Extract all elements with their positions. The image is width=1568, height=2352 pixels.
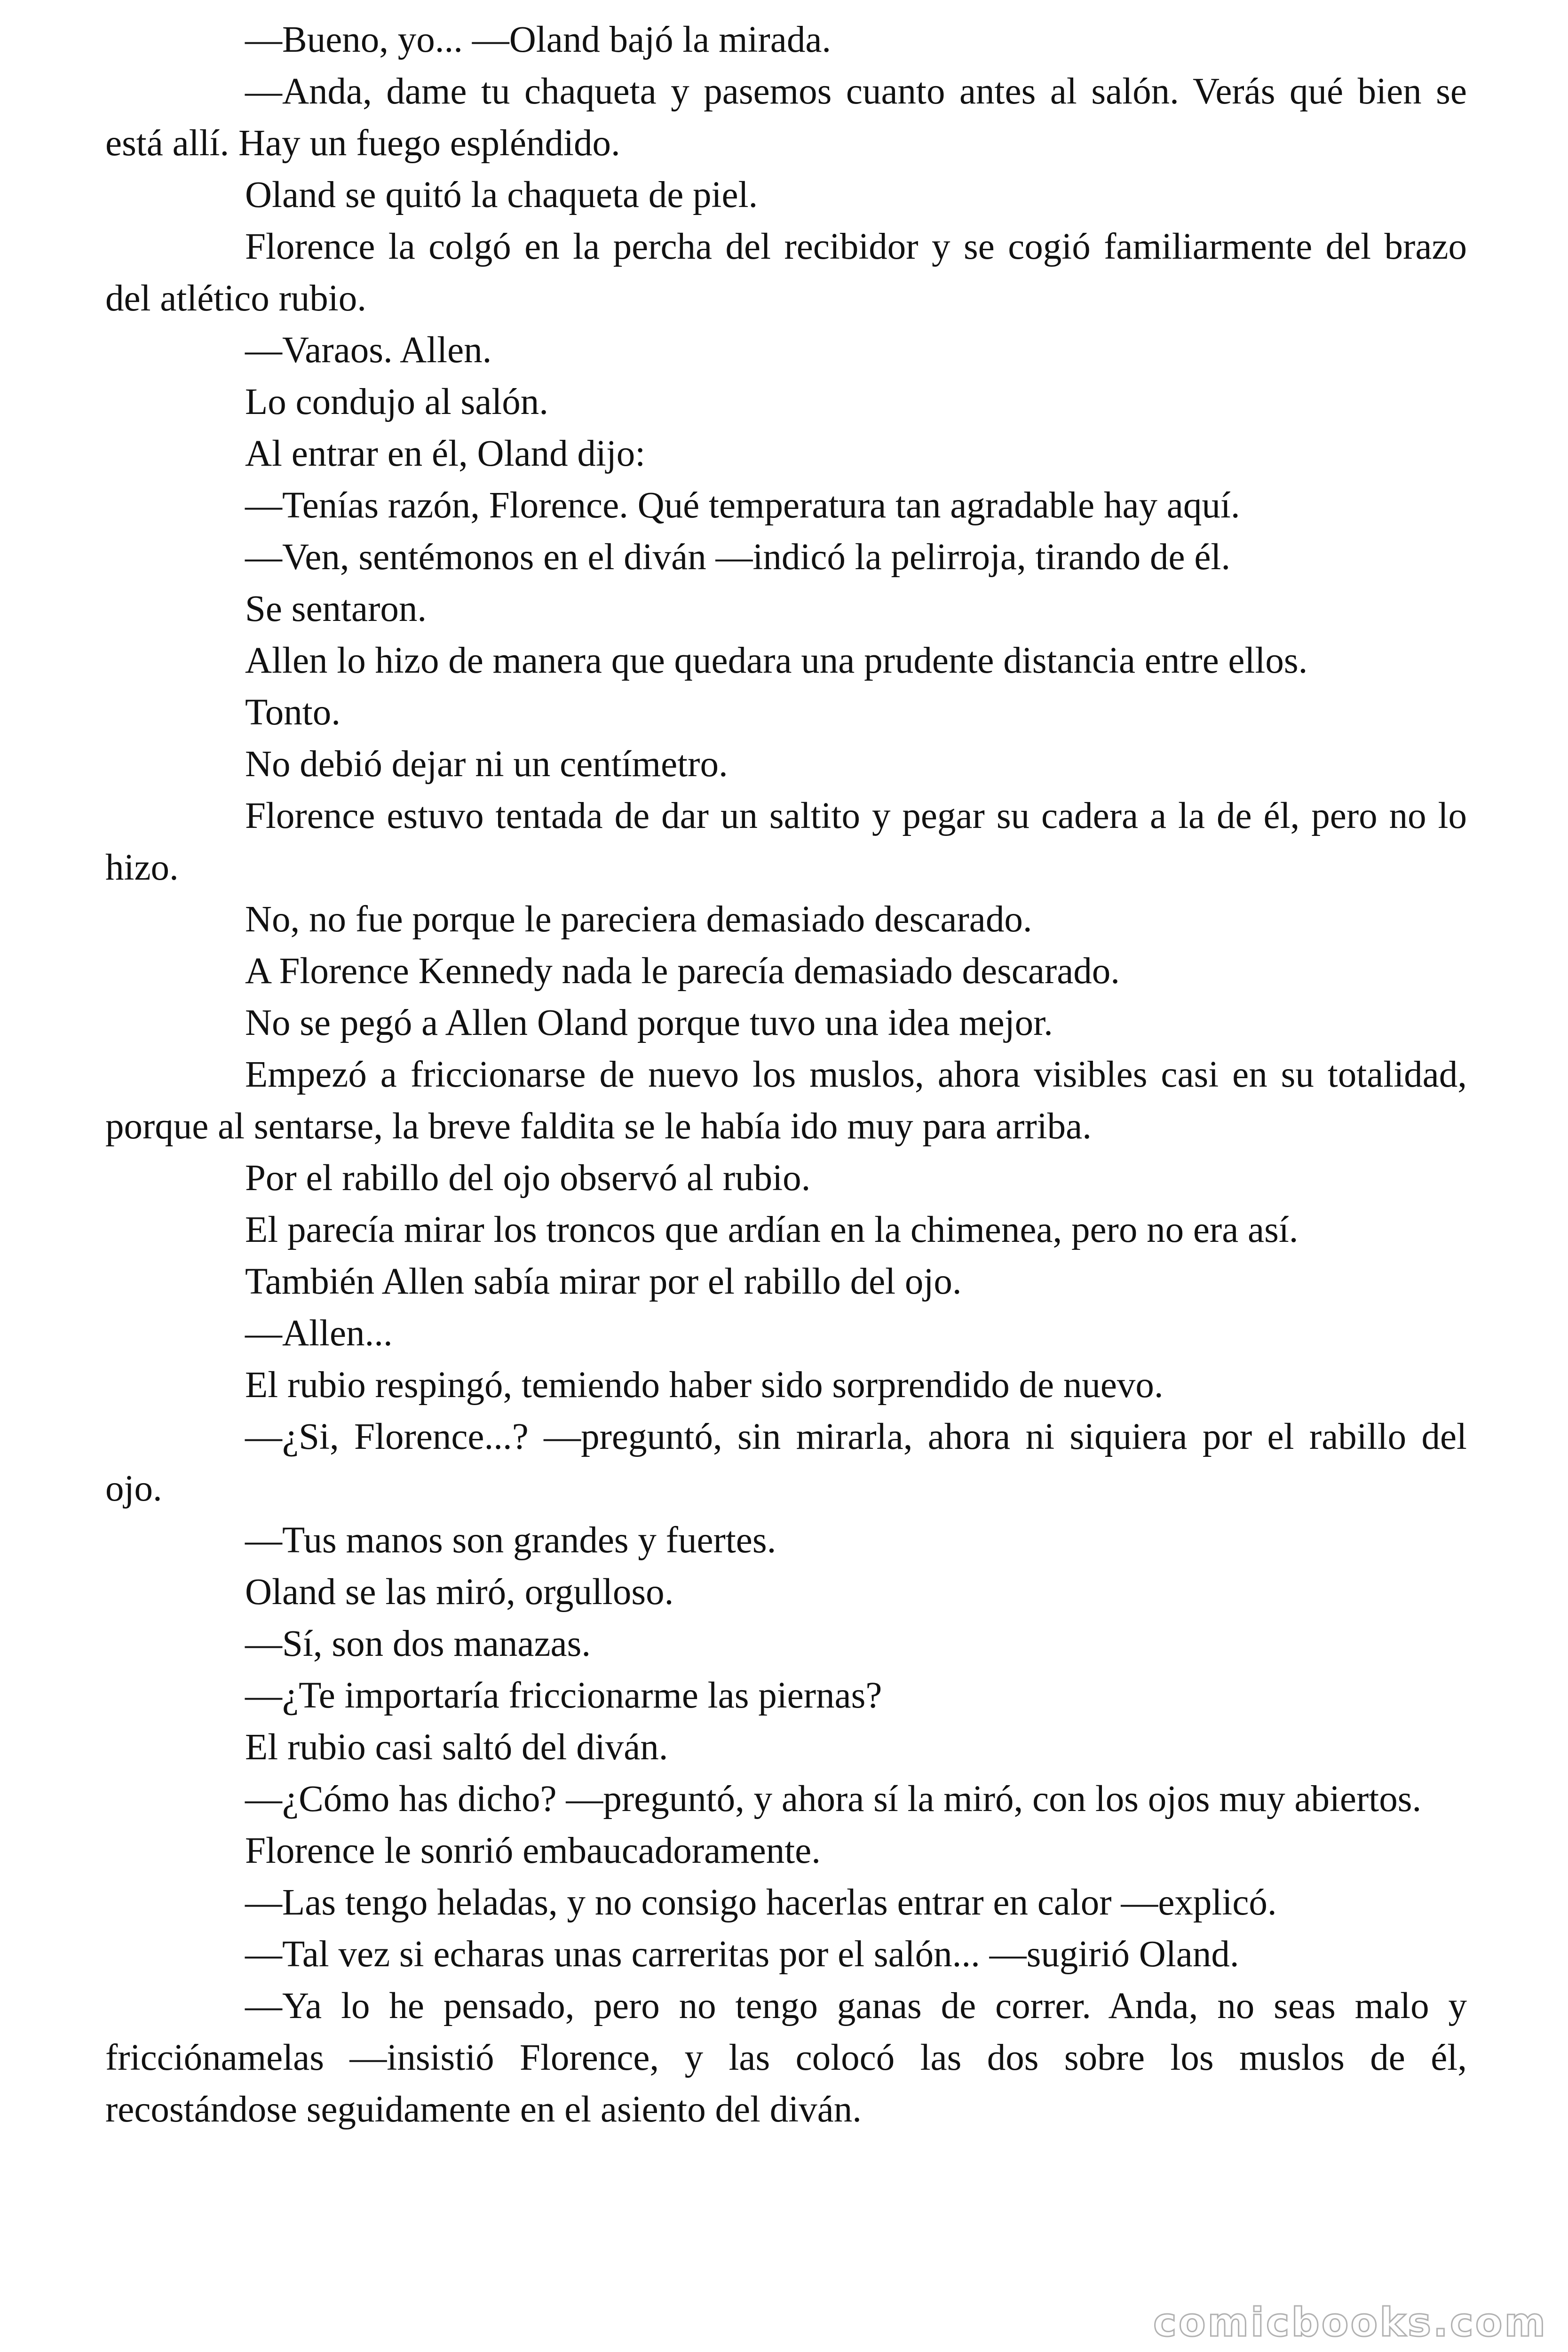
paragraph: Tonto. bbox=[245, 692, 341, 733]
page-text bbox=[105, 14, 1467, 2136]
paragraph: Oland se quitó la chaqueta de piel. bbox=[245, 175, 758, 215]
paragraph: Empezó a friccionarse de nuevo los muslos, ahora visibles casi en su totalidad, porque al sentarse, la breve faldita se le había ido muy para arriba. bbox=[105, 1054, 1467, 1147]
paragraph: El rubio casi saltó del diván. bbox=[245, 1727, 668, 1768]
paragraph: —Tus manos son grandes y fuertes. bbox=[245, 1520, 776, 1561]
paragraph: No debió dejar ni un centímetro. bbox=[245, 744, 728, 785]
paragraph: —Ven, sentémonos en el diván —indicó la pelirroja, tirando de él. bbox=[245, 537, 1231, 578]
paragraph: El parecía mirar los troncos que ardían en la chimenea, pero no era así. bbox=[245, 1209, 1299, 1250]
paragraph: —¿Cómo has dicho? —preguntó, y ahora sí la miró, con los ojos muy abiertos. bbox=[245, 1779, 1422, 1820]
paragraph: Allen lo hizo de manera que quedara una prudente distancia entre ellos. bbox=[245, 640, 1308, 681]
paragraph: Por el rabillo del ojo observó al rubio. bbox=[245, 1158, 811, 1199]
paragraph: Florence la colgó en la percha del recibidor y se cogió familiarmente del brazo del atlético rubio. bbox=[105, 226, 1467, 319]
paragraph: Florence le sonrió embaucadoramente. bbox=[245, 1830, 821, 1871]
paragraph: Florence estuvo tentada de dar un saltito y pegar su cadera a la de él, pero no lo hizo. bbox=[105, 795, 1467, 888]
paragraph: No, no fue porque le pareciera demasiado descarado. bbox=[245, 899, 1032, 940]
paragraph: A Florence Kennedy nada le parecía demasiado descarado. bbox=[245, 951, 1120, 992]
watermark-logo: comicbooks.com bbox=[1153, 2299, 1547, 2345]
paragraph: —¿Te importaría friccionarme las piernas? bbox=[245, 1675, 882, 1716]
paragraph: —Tenías razón, Florence. Qué temperatura tan agradable hay aquí. bbox=[245, 485, 1240, 526]
paragraph: Oland se las miró, orgulloso. bbox=[245, 1572, 674, 1613]
paragraph: —Sí, son dos manazas. bbox=[245, 1623, 591, 1664]
paragraph: —Anda, dame tu chaqueta y pasemos cuanto antes al salón. Verás qué bien se está allí. Hay un fuego espléndido. bbox=[105, 71, 1467, 164]
paragraph: El rubio respingó, temiendo haber sido sorprendido de nuevo. bbox=[245, 1365, 1164, 1406]
paragraph: —Bueno, yo... —Oland bajó la mirada. bbox=[245, 19, 832, 60]
paragraph: —Varaos. Allen. bbox=[245, 330, 492, 371]
paragraph: Se sentaron. bbox=[245, 588, 427, 629]
paragraph: —¿Si, Florence...? —preguntó, sin mirarla, ahora ni siquiera por el rabillo del ojo. bbox=[105, 1416, 1467, 1509]
paragraph: Al entrar en él, Oland dijo: bbox=[245, 433, 646, 474]
paragraph: —Las tengo heladas, y no consigo hacerlas entrar en calor —explicó. bbox=[245, 1882, 1277, 1923]
paragraph: —Tal vez si echaras unas carreritas por el salón... —sugirió Oland. bbox=[245, 1934, 1239, 1975]
paragraph: También Allen sabía mirar por el rabillo del ojo. bbox=[245, 1261, 962, 1302]
paragraph: Lo condujo al salón. bbox=[245, 381, 549, 422]
paragraph: No se pegó a Allen Oland porque tuvo una idea mejor. bbox=[245, 1002, 1053, 1043]
paragraph: —Ya lo he pensado, pero no tengo ganas de correr. Anda, no seas malo y fricciónamelas —insistió Florence, y las colocó las dos sobre los muslos de él, recostándose seguidamente en el asiento del diván. bbox=[105, 1986, 1467, 2130]
paragraph: —Allen... bbox=[245, 1313, 393, 1354]
